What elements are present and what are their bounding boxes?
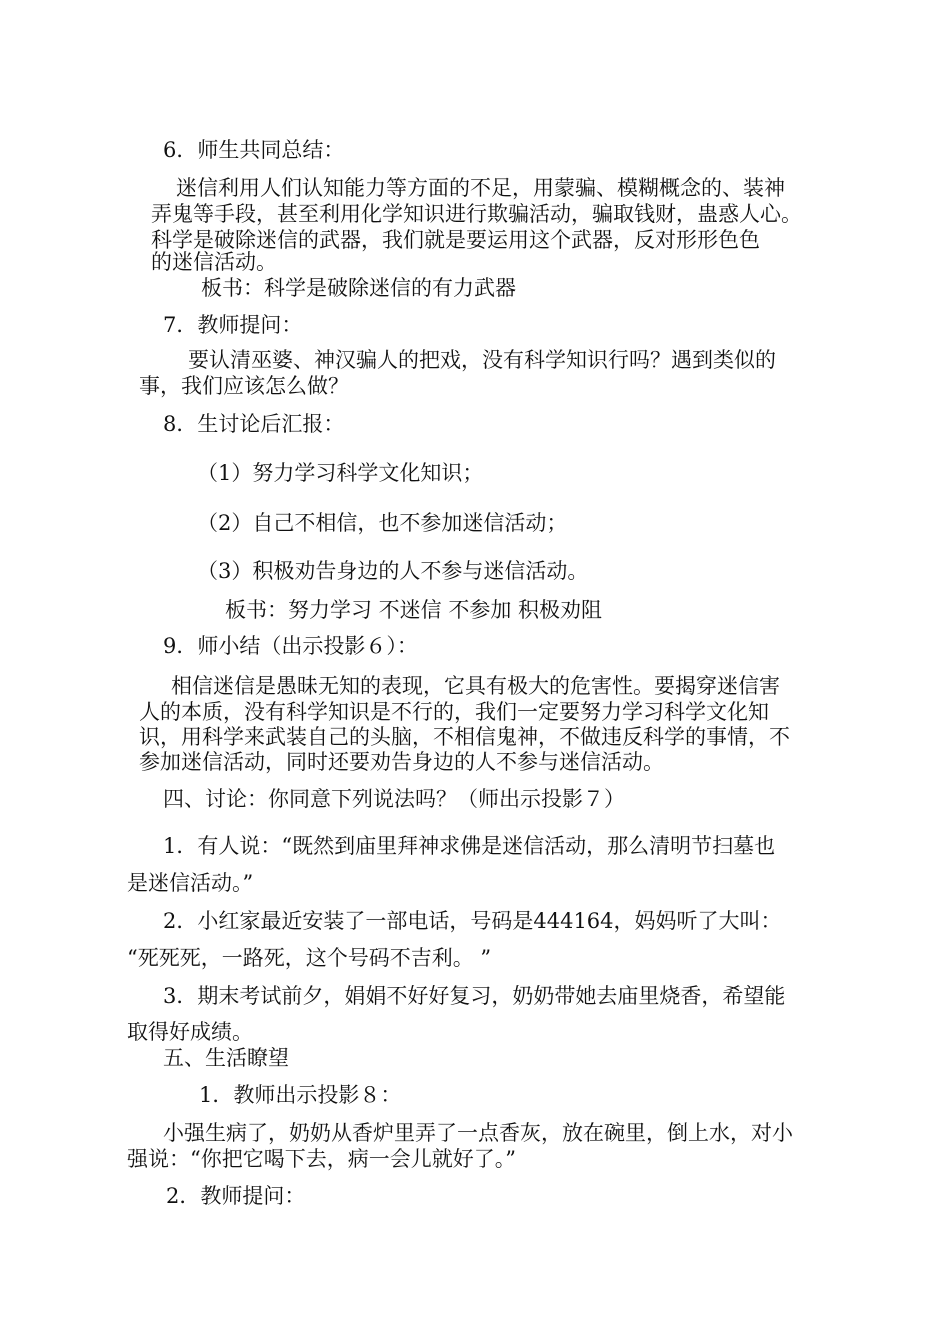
report-item-2: （2）自己不相信，也不参加迷信活动； <box>197 511 568 535</box>
discussion-item-2-line-1: 2．小红家最近安装了一部电话，号码是444164，妈妈听了大叫： <box>163 909 782 933</box>
summary-paragraph-line-3: 科学是破除迷信的武器，我们就是要运用这个武器，反对形形色色 <box>151 228 760 252</box>
life-item-1-heading: 1．教师出示投影８： <box>199 1083 402 1107</box>
question-paragraph-line-1: 要认清巫婆、神汉骗人的把戏，没有科学知识行吗？遇到类似的 <box>188 348 776 372</box>
section-6-heading: 6．师生共同总结： <box>163 138 345 162</box>
conclusion-paragraph-line-3: 识，用科学来武装自己的头脑，不相信鬼神，不做违反科学的事情，不 <box>139 725 790 749</box>
summary-paragraph-line-4: 的迷信活动。 <box>151 250 277 274</box>
life-item-2-heading: 2．教师提问： <box>166 1184 306 1208</box>
scenario-paragraph-line-1: 小强生病了，奶奶从香炉里弄了一点香灰，放在碗里，倒上水，对小 <box>163 1121 793 1145</box>
conclusion-paragraph-line-4: 参加迷信活动，同时还要劝告身边的人不参与迷信活动。 <box>139 750 664 774</box>
discussion-item-1-line-2: 是迷信活动。” <box>127 871 254 895</box>
section-9-heading: 9．师小结（出示投影６）： <box>163 634 418 658</box>
blackboard-note-2: 板书：努力学习 不迷信 不参加 积极劝阻 <box>225 598 603 622</box>
report-item-1: （1）努力学习科学文化知识； <box>197 461 484 485</box>
discussion-item-2-line-2: “死死死，一路死，这个号码不吉利。 ” <box>127 946 492 970</box>
summary-paragraph-line-2: 弄鬼等手段，甚至利用化学知识进行欺骗活动，骗取钱财，蛊惑人心。 <box>151 202 802 226</box>
report-item-3: （3）积极劝告身边的人不参与迷信活动。 <box>197 559 589 583</box>
discussion-item-1-line-1: 1．有人说：“既然到庙里拜神求佛是迷信活动，那么清明节扫墓也 <box>163 834 776 858</box>
blackboard-note-1: 板书：科学是破除迷信的有力武器 <box>201 276 516 300</box>
conclusion-paragraph-line-1: 相信迷信是愚昧无知的表现，它具有极大的危害性。要揭穿迷信害 <box>171 674 780 698</box>
question-paragraph-line-2: 事，我们应该怎么做？ <box>139 374 349 398</box>
section-7-heading: 7．教师提问： <box>163 313 303 337</box>
part-5-heading: 五、生活瞭望 <box>163 1046 289 1070</box>
part-4-heading: 四、讨论：你同意下列说法吗？（师出示投影７） <box>163 787 625 811</box>
section-8-heading: 8．生讨论后汇报： <box>163 412 345 436</box>
scenario-paragraph-line-2: 强说：“你把它喝下去，病一会儿就好了。” <box>127 1147 516 1171</box>
summary-paragraph-line-1: 迷信利用人们认知能力等方面的不足，用蒙骗、模糊概念的、装神 <box>176 176 785 200</box>
discussion-item-3-line-1: 3．期末考试前夕，娟娟不好好复习，奶奶带她去庙里烧香，希望能 <box>163 984 786 1008</box>
discussion-item-3-line-2: 取得好成绩。 <box>127 1020 253 1044</box>
conclusion-paragraph-line-2: 人的本质，没有科学知识是不行的，我们一定要努力学习科学文化知 <box>139 700 769 724</box>
